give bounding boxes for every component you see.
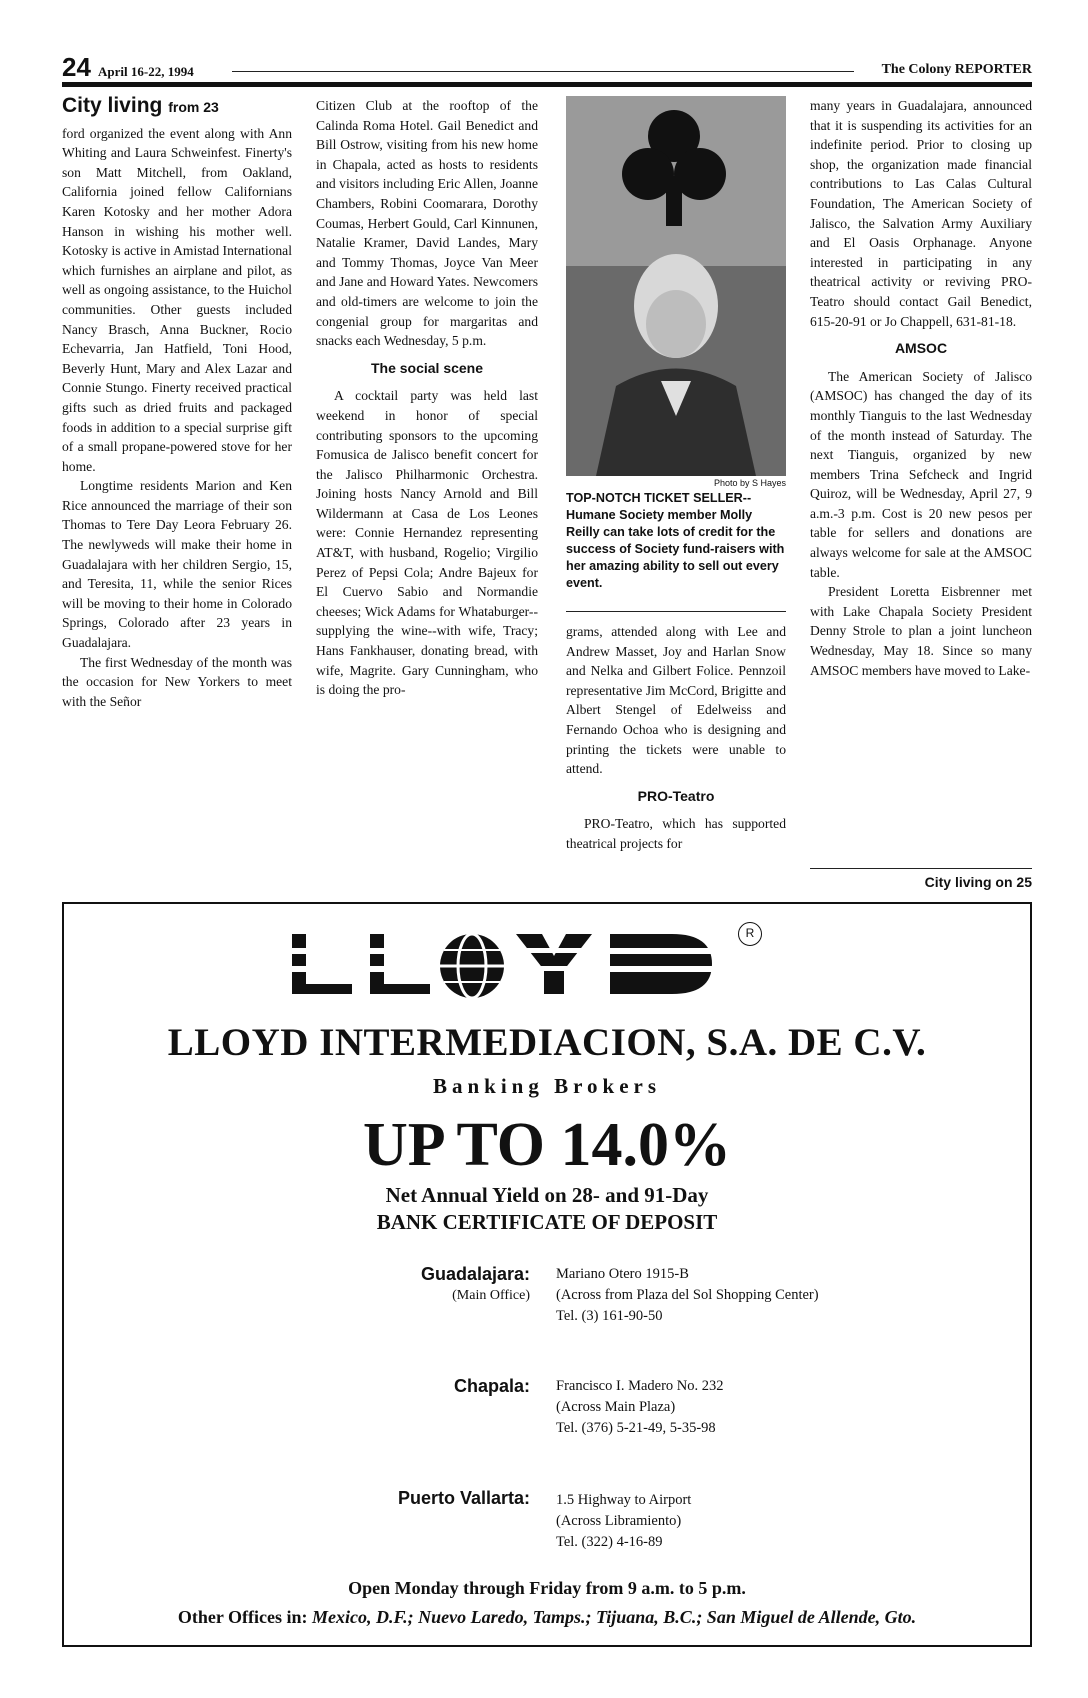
address-line: Tel. (376) 5-21-49, 5-35-98 — [556, 1420, 716, 1436]
column-1 — [62, 96, 292, 711]
article-paragraph: Citizen Club at the rooftop of the Calinda Roma Hotel. Gail Benedict and Bill Ostrow, visiting from his new home in Chapala, acted as hosts to residents and visitors including Eric Allen, Joanne Chambers, Robini Coomarara, Dorothy Coumas, Herbert Gould, Carl Kinnunen, Natalie Kramer, David Landes, Mary and Tommy Thomas, Joyce Van Meer and Jane and Howard Yates. Newcomers and old-timers are welcome to join the congenial group for margaritas and snacks each Wednesday, 5 p.m. — [316, 98, 538, 349]
column-3 — [566, 622, 786, 854]
article-paragraph: ford organized the event along with Ann Whiting and Laura Schweinfest. Finerty's son Matt Mitchell, from Oakland, California joined fellow Californians Karen Kotosky and her mother Adora Hanson in wishing his mother well. Kotosky is active in Amistad International which furnishes an airplane and pilot, as well as ongoing assistance, to the Huichol communities. Other guests included Nancy Brasch, Anna Buckner, Rocio Echevarria, Jan Hatfield, Toni Hood, Beverly Hunt, Mary and Alex Lazar and Connie Stungo. Finerty received practical gifts such as dried fruits and packaged foods in addition to a special surprise gift of a small propane-powered stove for her home. — [62, 125, 292, 474]
location-city: Guadalajara: — [420, 1264, 530, 1284]
address-line: Tel. (3) 161-90-50 — [556, 1308, 663, 1324]
address-line: (Across from Plaza del Sol Shopping Center) — [556, 1287, 819, 1303]
photo-credit: Photo by S Hayes — [713, 478, 786, 488]
other-offices-list: Mexico, D.F.; Nuevo Laredo, Tamps.; Tijuana, B.C.; San Miguel de Allende, Gto. — [311, 1607, 917, 1627]
article-paragraph: A cocktail party was held last weekend in honor of special contributing sponsors to the upcoming Fomusica de Jalisco benefit concert for the Jalisco Philharmonic Orchestra. Joining hosts Nancy Arnold and Bill Wildermann at Casa de Los Leones were: Connie Hernandez representing AT&T, with husband, Rogelio; Virgilio Perez of Pepsi Cola; Andre Bajeux for El Cuervo Sabio and Normandie cheeses; Wick Adams for Whataburger--supplying the wine--with wife, Tracy; Hans Fankhauser, donating bread, with wife, Magrite. Gary Cunningham, who is doing the pro- — [316, 388, 538, 698]
issue-date: April 16-22, 1994 — [98, 64, 194, 79]
ad-rate: UP TO 14.0% — [362, 1111, 732, 1179]
location-city: Chapala: — [453, 1376, 530, 1396]
article-paragraph: President Loretta Eisbrenner met with Lake Chapala Society President Denny Strole to plan a joint luncheon Wednesday, May 18. Since so many AMSOC members have moved to Lake- — [810, 584, 1032, 678]
publication-name: The Colony REPORTER — [881, 62, 1032, 77]
address-line: Francisco I. Madero No. 232 — [556, 1378, 724, 1394]
address-line: 1.5 Highway to Airport — [556, 1492, 692, 1508]
address-line: Tel. (322) 4-16-89 — [556, 1534, 663, 1550]
column-2 — [316, 96, 538, 700]
article-paragraph: grams, attended along with Lee and Andrew Masset, Joy and Harlan Snow and Nelka and Gilbert Folice. Pennzoil representative Jim McCord, Brigitte and Albert Stengel of Edelweiss and Fernando Ochoa who is designing and printing the tickets were unable to attend. — [566, 624, 786, 777]
company-name: LLOYD INTERMEDIACION, S.A. DE C.V. — [167, 1021, 927, 1064]
section-jump-from: from 23 — [168, 99, 219, 115]
address-line: (Across Libramiento) — [556, 1513, 682, 1529]
yield-line-2: BANK CERTIFICATE OF DEPOSIT — [376, 1210, 718, 1234]
article-paragraph: The American Society of Jalisco (AMSOC) has changed the day of its monthly Tianguis to the last Wednesday of the month instead of Saturday. The next Tianguis, organized by new members Trina Sefcheck and Ingrid Quiroz, will be Wednesday, April 27, 9 a.m.-3 p.m. Cost is 20 new pesos per table for sellers and donations are always welcome for sale at the AMSOC table. — [810, 368, 1032, 580]
photo-molly-reilly — [566, 96, 786, 476]
section-title: City living — [62, 94, 163, 117]
subheading-social-scene: The social scene — [370, 359, 484, 376]
column-4 — [810, 96, 1032, 680]
yield-line-1: Net Annual Yield on 28- and 91-Day — [385, 1183, 709, 1207]
registered-mark: R — [738, 922, 762, 946]
ad-yield-text — [62, 1182, 1032, 1236]
continued-on: City living on 25 — [924, 874, 1032, 890]
lloyd-logo — [292, 934, 732, 1009]
article-paragraph: The first Wednesday of the month was the occasion for New Yorkers to meet with the Señor — [62, 654, 292, 709]
location-address — [556, 1376, 724, 1439]
article-paragraph: many years in Guadalajara, announced that it is suspending its activities for an indefinite period. Prior to closing up shop, the organization made financial contributions to Las Calas Cultural Foundation, The American Society of Jalisco, the Salvation Army Auxiliary and El Oasis Orphanage. Anyone interested in participating in any theatrical activity or reviving PRO-Teatro should contact Gail Benedict, 615-20-91 or Jo Chappell, 631-81-18. — [810, 98, 1032, 329]
address-line: (Across Main Plaza) — [556, 1399, 676, 1415]
other-offices-label: Other Offices in: — [177, 1607, 308, 1627]
header-rule — [232, 71, 854, 72]
header-thick-rule — [62, 82, 1032, 87]
location-city: Puerto Vallarta: — [397, 1488, 530, 1508]
page-number: 24 — [62, 52, 91, 82]
photo-caption: TOP-NOTCH TICKET SELLER-- Humane Society member Molly Reilly can take lots of credit for the success of Society fund-raisers with her amazing ability to sell out every event. — [566, 491, 785, 590]
continuation-rule — [810, 868, 1032, 869]
location-address — [556, 1264, 819, 1327]
article-paragraph: PRO-Teatro, which has supported theatrical projects for — [566, 816, 786, 851]
section-heading — [62, 96, 292, 118]
ad-tagline: Banking Brokers — [432, 1074, 662, 1098]
caption-rule — [566, 611, 786, 612]
subheading-pro-teatro: PRO-Teatro — [637, 787, 715, 804]
office-hours: Open Monday through Friday from 9 a.m. to 5 p.m. — [348, 1578, 746, 1598]
lloyd-advertisement — [62, 902, 1032, 1647]
location-note: (Main Office) — [452, 1288, 530, 1303]
other-offices — [62, 1607, 1032, 1628]
address-line: Mariano Otero 1915-B — [556, 1266, 689, 1282]
subheading-amsoc: AMSOC — [894, 340, 948, 357]
article-paragraph: Longtime residents Marion and Ken Rice announced the marriage of their son Thomas to Tere Day Leora February 26. The newlyweds will make their home in Guadalajara with her children Sergio, 15, and Teresita, 11, while the senior Rices will be moving to their home in Colorado Springs, Colorado after 23 years in Guadalajara. — [62, 478, 292, 651]
location-address — [556, 1490, 691, 1553]
